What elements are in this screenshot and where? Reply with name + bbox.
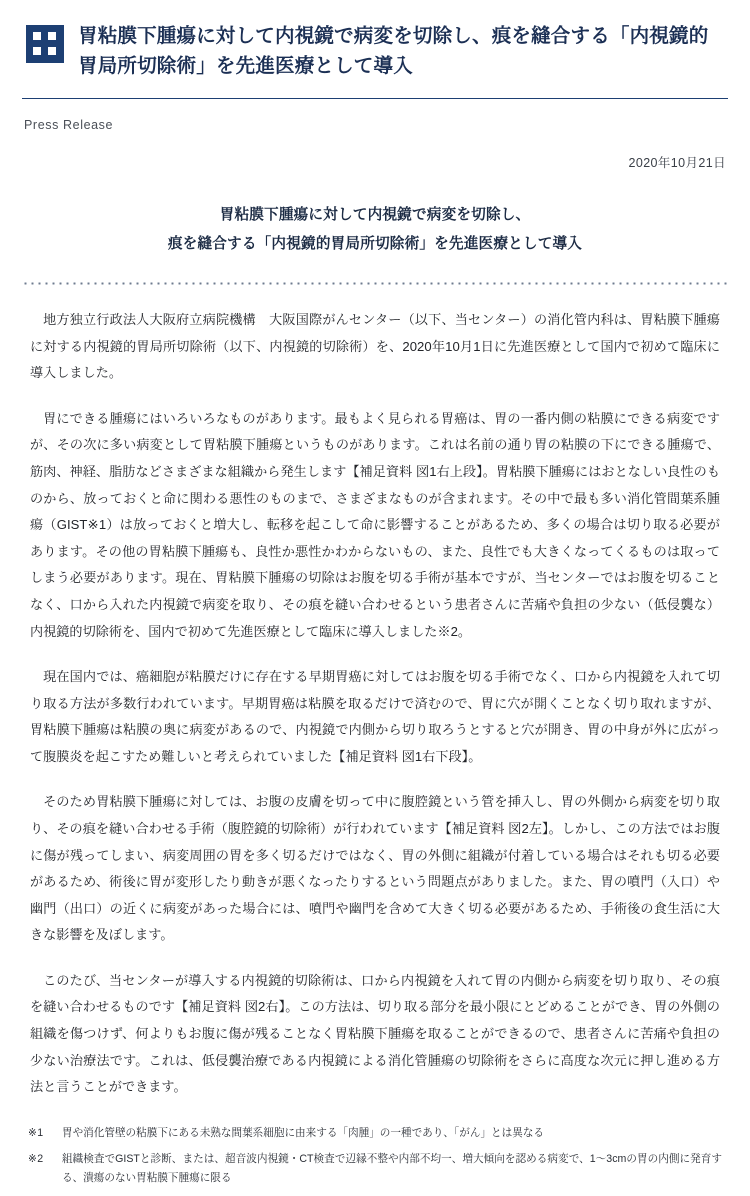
body-paragraph: このたび、当センターが導入する内視鏡的切除術は、口から内視鏡を入れて胃の内側から病変を切り取り、その痕を縫い合わせるものです【補足資料 図2右】。この方法は、切り取る部分を最小限にとどめることができ、胃の外側の組織を傷つけず、何よりもお腹に傷が残ることなく胃粘膜下腫瘍を取ることができるので、患者さんに苦痛や負担の少ない治療法です。これは、低侵襲治療である内視鏡による消化管腫瘍の切除術をさらに高度な次元に押し進める方法と言うことができます。 bbox=[30, 972, 720, 1095]
left-edge-margin bbox=[0, 96, 5, 1196]
subject-dotted-divider bbox=[22, 282, 728, 285]
press-release-label: Press Release bbox=[24, 118, 114, 133]
subject-line-1: 胃粘膜下腫瘍に対して内視鏡で病変を切除し、 bbox=[219, 207, 531, 224]
body-paragraph: 胃にできる腫瘍にはいろいろなものがあります。最もよく見られる胃癌は、胃の一番内側の粘膜にできる病変ですが、その次に多い病変として胃粘膜下腫瘍というものがあります。これは名前の通り胃の粘膜の下にできる腫瘍で、筋肉、神経、脂肪などさまざまな組織から発生します【補足資料 図1右上段】。胃粘膜下腫瘍にはおとなしい良性のものから、放っておくと命に関わる悪性のものまで、さまざまなものが含まれます。その中で最も多い消化管間葉系腫瘍（GIST※1）は放っておくと増大し、転移を起こして命に影響することがあるため、多くの場合は切り取る必要があります。その他の胃粘膜下腫瘍も、良性か悪性かわからないもの、また、良性でも大きくなってくるものは取ってしまう必要があります。現在、胃粘膜下腫瘍の切除はお腹を切る手術が基本ですが、当センターではお腹を切ることなく、口から入れた内視鏡で病変を取り、その痕を縫い合わせるという患者さんに苦痛や負担の少ない（低侵襲な）内視鏡的切除術を、国内で初めて先進医療として臨床に導入しました※2。 bbox=[30, 410, 720, 639]
footnote-text: 組織検査でGISTと診断、または、超音波内視鏡・CT検査で辺縁不整や内部不均一、増大傾向を認める病変で、1～3cmの胃の内側に発育する、潰瘍のない胃粘膜下腫瘍に限る bbox=[62, 1153, 722, 1185]
footnote-item bbox=[28, 1124, 722, 1143]
document-header bbox=[0, 0, 750, 81]
body-paragraph: 現在国内では、癌細胞が粘膜だけに存在する早期胃癌に対してはお腹を切る手術でなく、口から内視鏡を入れて切り取る方法が多数行われています。早期胃癌は粘膜を取るだけで済むので、胃に穴が開くことなく切り取れますが、胃粘膜下腫瘍は粘膜の奥に病変があるので、内視鏡で内側から切り取ろうとすると穴が開き、胃の中身が外に広がって腹膜炎を起こすため難しいと考えられていました【補足資料 図1右下段】。 bbox=[30, 669, 720, 764]
release-date: 2020年10月21日 bbox=[628, 156, 726, 171]
subject-line-2: 痕を縫合する「内視鏡的胃局所切除術」を先進医療として導入 bbox=[167, 235, 583, 252]
document-subject bbox=[56, 201, 694, 258]
body-paragraph: そのため胃粘膜下腫瘍に対しては、お腹の皮膚を切って中に腹腔鏡という管を挿入し、胃の外側から病変を切り取り、その痕を縫い合わせる手術（腹腔鏡的切除術）が行われています【補足資料 図2左】。しかし、この方法ではお腹に傷が残ってしまい、病変周囲の胃を多く切るだけではなく、胃の外側に組織が付着している場合はそれも切る必要があるため、術後に胃が変形したり動きが悪くなったりするという問題点がありました。また、胃の噴門（入口）や幽門（出口）の近くに病変があった場合には、噴門や幽門を含めて大きく切る必要があるため、手術後の食生活に大きな影響を及ぼします。 bbox=[30, 794, 721, 943]
footnote-text: 胃や消化管壁の粘膜下にある未熟な間葉系細胞に由来する「肉腫」の一種であり、「がん」とは異なる bbox=[62, 1126, 545, 1139]
footnote-item bbox=[28, 1150, 722, 1189]
body-paragraph: 地方独立行政法人大阪府立病院機構 大阪国際がんセンター（以下、当センター）の消化管内科は、胃粘膜下腫瘍に対する内視鏡的胃局所切除術（以下、内視鏡的切除術）を、2020年10月1日に先進医療として国内で初めて臨床に導入しました。 bbox=[30, 312, 720, 381]
footnote-mark: ※1 bbox=[28, 1126, 44, 1139]
header-title: 胃粘膜下腫瘍に対して内視鏡で病変を切除し、痕を縫合する「内視鏡的胃局所切除術」を先進医療として導入 bbox=[78, 25, 709, 77]
header-divider bbox=[22, 98, 728, 99]
document-body bbox=[30, 307, 720, 1101]
four-square-logo bbox=[26, 25, 64, 63]
footnote-mark: ※2 bbox=[28, 1153, 44, 1166]
footnotes bbox=[28, 1120, 722, 1189]
